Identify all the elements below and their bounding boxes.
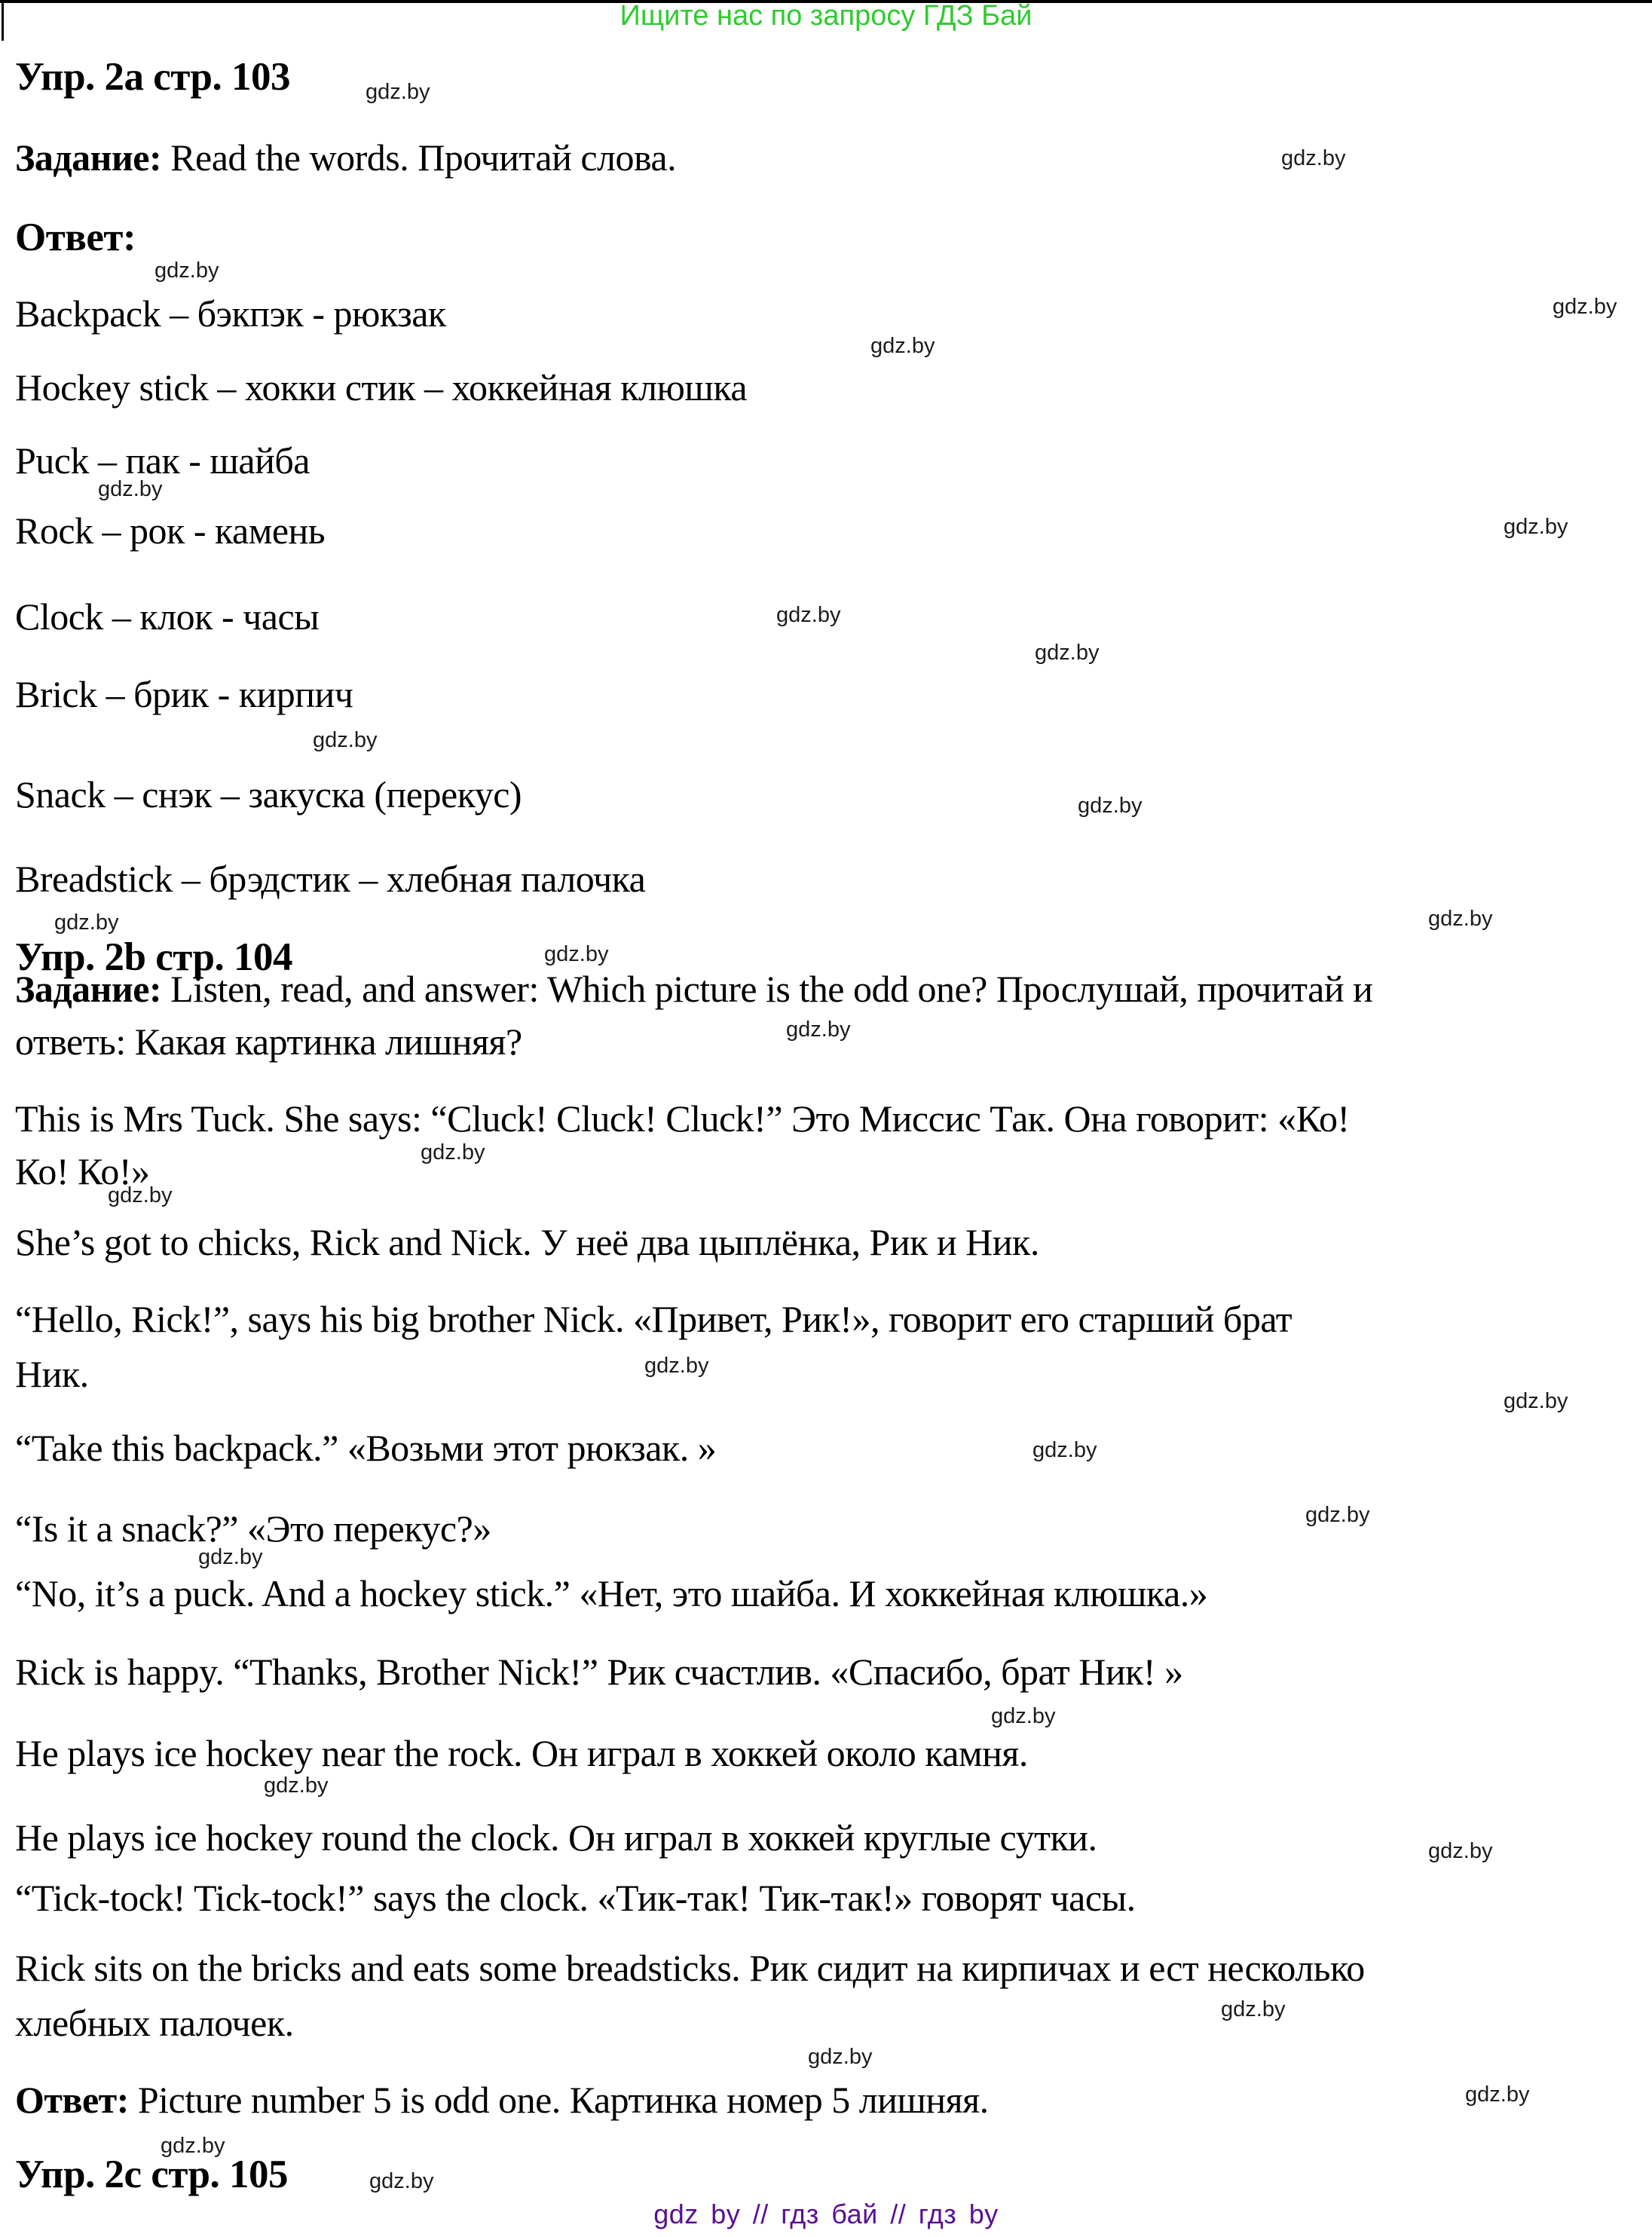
- watermark-gdz: gdz.by: [776, 603, 841, 627]
- watermark-gdz: gdz.by: [870, 334, 935, 358]
- text-line: Puck – пак - шайба: [15, 439, 310, 482]
- label-bold: Задание:: [15, 968, 162, 1010]
- watermark-gdz: gdz.by: [1504, 515, 1568, 539]
- watermark-gdz: gdz.by: [1032, 1438, 1097, 1462]
- watermark-gdz: gdz.by: [786, 1018, 851, 1042]
- text-line: Rick sits on the bricks and eats some breadsticks. Рик сидит на кирпичах и ест несколько: [15, 1947, 1365, 1989]
- watermark-gdz: gdz.by: [1035, 641, 1100, 665]
- text-line: “No, it’s a puck. And a hockey stick.” «Нет, это шайба. И хоккейная клюшка.»: [15, 1572, 1208, 1614]
- text-line: Snack – снэк – закуска (перекус): [15, 773, 522, 816]
- watermark-gdz: gdz.by: [369, 2169, 434, 2193]
- watermark-gdz: gdz.by: [198, 1545, 263, 1569]
- text-line: “Hello, Rick!”, says his big brother Nick. «Привет, Рик!», говорит его старший брат: [15, 1298, 1293, 1340]
- watermark-gdz: gdz.by: [808, 2045, 873, 2069]
- text-line: хлебных палочек.: [15, 2002, 294, 2044]
- text-line: Hockey stick – хокки стик – хоккейная клюшка: [15, 366, 748, 409]
- watermark-gdz: gdz.by: [544, 942, 609, 966]
- text-line: Rick is happy. “Thanks, Brother Nick!” Рик счастлив. «Спасибо, брат Ник! »: [15, 1651, 1183, 1693]
- label-bold: Задание:: [15, 136, 162, 179]
- watermark-gdz: gdz.by: [366, 80, 430, 104]
- watermark-gdz: gdz.by: [1428, 907, 1493, 931]
- text-line: “Take this backpack.” «Возьми этот рюкзак. »: [15, 1427, 717, 1469]
- watermark-gdz: gdz.by: [644, 1354, 709, 1378]
- text-line: Brick – брик - кирпич: [15, 673, 353, 715]
- watermark-gdz: gdz.by: [108, 1183, 173, 1207]
- watermark-gdz: gdz.by: [991, 1704, 1056, 1728]
- watermark-gdz: gdz.by: [1428, 1839, 1493, 1863]
- text-line: Backpack – бэкпэк - рюкзак: [15, 292, 446, 335]
- text-line: Ко! Ко!»: [15, 1150, 150, 1192]
- text-line: Breadstick – брэдстик – хлебная палочка: [15, 858, 646, 900]
- text-line: [15, 2080, 989, 2119]
- text-line: “Is it a snack?” «Это перекус?»: [15, 1507, 491, 1550]
- watermark-gdz: gdz.by: [1078, 794, 1143, 818]
- watermark-gdz: gdz.by: [1465, 2082, 1530, 2107]
- watermark-gdz: gdz.by: [264, 1773, 329, 1798]
- watermark-gdz: gdz.by: [421, 1140, 485, 1164]
- text-line: ответь: Какая картинка лишняя?: [15, 1021, 522, 1063]
- watermark-gdz: gdz.by: [313, 728, 378, 752]
- watermark-gdz: gdz.by: [98, 477, 163, 501]
- text-line: Ник.: [15, 1353, 89, 1395]
- label-bold: Ответ:: [15, 2079, 129, 2121]
- text-line: She’s got to chicks, Rick and Nick. У неё два цыплёнка, Рик и Ник.: [15, 1221, 1039, 1263]
- watermark-gdz: gdz.by: [1221, 1997, 1286, 2021]
- text-line: Rock – рок - камень: [15, 510, 326, 552]
- exercise-heading: Ответ:: [15, 216, 136, 259]
- line-text: Picture number 5 is odd one. Картинка номер 5 лишняя.: [128, 2079, 989, 2121]
- watermark-gdz: gdz.by: [1553, 295, 1617, 319]
- text-line: This is Mrs Tuck. She says: “Cluck! Cluck! Cluck!” Это Миссис Так. Она говорит: «Ко!: [15, 1097, 1350, 1140]
- watermark-gdz: gdz.by: [54, 910, 119, 935]
- line-text: Listen, read, and answer: Which picture is the odd one? Прослушай, прочитай и: [161, 968, 1373, 1010]
- text-line: [15, 969, 1372, 1008]
- watermark-gdz: gdz.by: [154, 259, 219, 283]
- watermark-gdz: gdz.by: [1305, 1503, 1370, 1527]
- footer-links: gdz by // гдз бай // гдз by: [653, 2199, 999, 2229]
- exercise-heading: Упр. 2b стр. 104: [15, 935, 292, 979]
- exercise-heading: Упр. 2c стр. 105: [15, 2153, 289, 2196]
- watermark-gdz: gdz.by: [1504, 1389, 1568, 1413]
- watermark-gdz: gdz.by: [161, 2134, 225, 2158]
- promo-banner: Ищите нас по запросу ГДЗ Бай: [620, 0, 1032, 32]
- watermark-gdz: gdz.by: [1281, 146, 1346, 170]
- text-line: “Tick-tock! Tick-tock!” says the clock. «Тик-так! Тик-так!» говорят часы.: [15, 1877, 1136, 1919]
- exercise-heading: Упр. 2а стр. 103: [15, 55, 290, 99]
- text-line: He plays ice hockey near the rock. Он играл в хоккей около камня.: [15, 1732, 1028, 1774]
- text-line: [15, 138, 676, 177]
- line-text: Read the words. Прочитай слова.: [161, 136, 677, 179]
- text-line: Clock – клок - часы: [15, 595, 320, 638]
- text-line: He plays ice hockey round the clock. Он играл в хоккей круглые сутки.: [15, 1816, 1097, 1859]
